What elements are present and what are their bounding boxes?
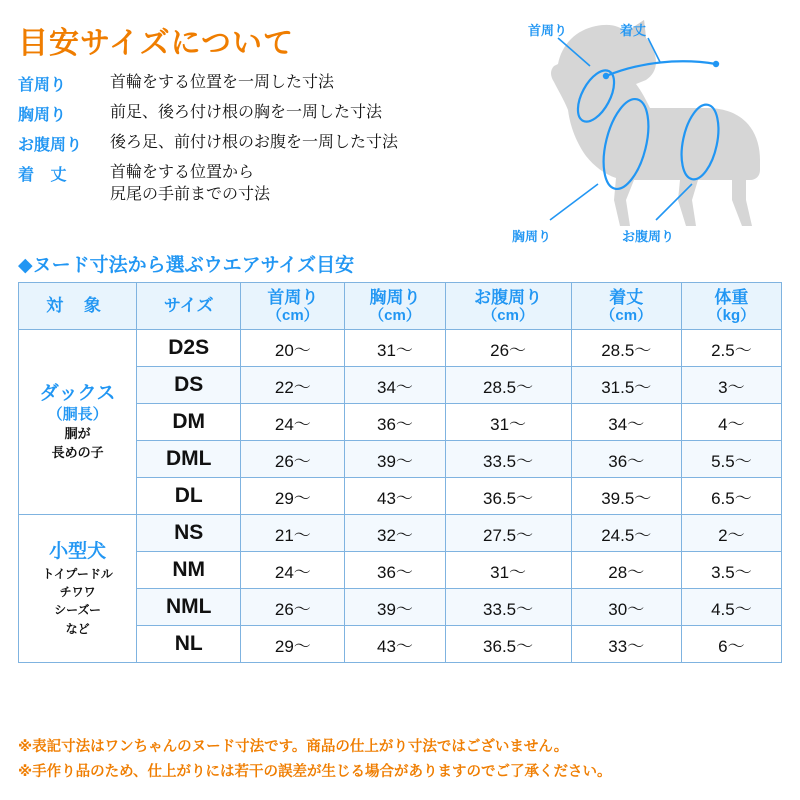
definition-desc-line1: 首輪をする位置から — [110, 164, 255, 181]
diagram-label-belly: お腹周り — [622, 229, 675, 244]
cell-belly: 26〜 — [445, 330, 571, 367]
cell-neck: 21〜 — [241, 515, 345, 552]
cell-belly: 27.5〜 — [445, 515, 571, 552]
table-row — [19, 515, 782, 552]
footnotes — [18, 735, 788, 784]
cell-length: 24.5〜 — [571, 515, 681, 552]
cell-neck: 20〜 — [241, 330, 345, 367]
group-note-line1: 胴が — [64, 426, 91, 442]
th-belly-unit: （cm） — [482, 307, 534, 325]
cell-chest: 43〜 — [345, 478, 445, 515]
group-sub: （胴長） — [47, 405, 108, 423]
cell-size: NML — [137, 589, 241, 626]
cell-belly: 31〜 — [445, 404, 571, 441]
cell-size: DM — [137, 404, 241, 441]
table-header-row — [19, 283, 782, 330]
group-note-line1: トイプードル — [42, 567, 113, 581]
cell-length: 36〜 — [571, 441, 681, 478]
group-note-line4: など — [65, 621, 90, 636]
cell-chest: 39〜 — [345, 441, 445, 478]
cell-size: D2S — [137, 330, 241, 367]
definition-desc-line2: 尻尾の手前までの寸法 — [110, 185, 271, 203]
cell-belly: 28.5〜 — [445, 367, 571, 404]
th-neck-label: 首周り — [267, 287, 319, 307]
cell-chest: 32〜 — [345, 515, 445, 552]
th-weight-label: 体重 — [714, 287, 749, 307]
cell-belly: 33.5〜 — [445, 441, 571, 478]
cell-weight: 4〜 — [681, 404, 781, 441]
cell-weight: 5.5〜 — [681, 441, 781, 478]
th-size — [137, 283, 241, 330]
cell-neck: 29〜 — [241, 626, 345, 663]
cell-weight: 6〜 — [681, 626, 781, 663]
th-object-label: 対 象 — [46, 296, 109, 316]
definition-term: お腹周り — [18, 137, 83, 154]
cell-size: NL — [137, 626, 241, 663]
definition-term: 首周り — [18, 77, 67, 94]
th-weight-unit: （kg） — [707, 307, 756, 325]
dog-diagram — [430, 4, 796, 254]
cell-neck: 29〜 — [241, 478, 345, 515]
cell-length: 39.5〜 — [571, 478, 681, 515]
group-note-line2: チワワ — [59, 585, 96, 600]
page-title: 目安サイズについて — [18, 27, 294, 60]
th-belly — [445, 283, 571, 330]
section-heading: ◆ヌード寸法から選ぶウエアサイズ目安 — [18, 255, 355, 276]
diagram-label-neck: 首周り — [528, 23, 568, 38]
th-belly-label: お腹周り — [474, 287, 543, 307]
cell-length: 30〜 — [571, 589, 681, 626]
th-chest-label: 胸周り — [369, 287, 421, 307]
cell-belly: 31〜 — [445, 552, 571, 589]
th-chest-unit: （cm） — [369, 307, 421, 325]
diagram-label-chest: 胸周り — [512, 229, 552, 244]
definition-row — [18, 132, 488, 155]
cell-length: 31.5〜 — [571, 367, 681, 404]
group-name: 小型犬 — [49, 541, 107, 563]
th-neck-unit: （cm） — [266, 307, 319, 325]
cell-neck: 22〜 — [241, 367, 345, 404]
cell-neck: 24〜 — [241, 404, 345, 441]
th-neck — [241, 283, 345, 330]
cell-neck: 26〜 — [241, 441, 345, 478]
diagram-label-length: 着丈 — [620, 23, 647, 38]
cell-length: 34〜 — [571, 404, 681, 441]
definition-row — [18, 102, 488, 125]
cell-length: 28〜 — [571, 552, 681, 589]
th-length-unit: （cm） — [600, 307, 653, 325]
group-note-line3: シーズー — [54, 603, 101, 618]
cell-size: DML — [137, 441, 241, 478]
definition-desc: 前足、後ろ付け根の胸を一周した寸法 — [110, 104, 383, 121]
cell-belly: 33.5〜 — [445, 589, 571, 626]
definition-row — [18, 72, 488, 95]
footnote-1: ※表記寸法はワンちゃんのヌード寸法です。商品の仕上がり寸法ではございません。 — [18, 739, 569, 755]
cell-neck: 24〜 — [241, 552, 345, 589]
cell-length: 28.5〜 — [571, 330, 681, 367]
definition-desc: 首輪をする位置を一周した寸法 — [110, 74, 335, 91]
th-weight — [681, 283, 781, 330]
cell-weight: 2.5〜 — [681, 330, 781, 367]
dog-illustration-svg — [430, 4, 796, 254]
definition-desc: 後ろ足、前付け根のお腹を一周した寸法 — [110, 134, 399, 151]
cell-belly: 36.5〜 — [445, 626, 571, 663]
definition-term: 着 丈 — [18, 167, 73, 184]
table-row — [19, 330, 782, 367]
group-name: ダックス — [39, 382, 116, 404]
cell-size: NM — [137, 552, 241, 589]
cell-neck: 26〜 — [241, 589, 345, 626]
th-chest — [345, 283, 445, 330]
group-cell-small-dog — [19, 515, 137, 663]
cell-size: DS — [137, 367, 241, 404]
cell-belly: 36.5〜 — [445, 478, 571, 515]
cell-chest: 36〜 — [345, 552, 445, 589]
th-length-label: 着丈 — [609, 287, 644, 307]
cell-chest: 31〜 — [345, 330, 445, 367]
cell-weight: 2〜 — [681, 515, 781, 552]
cell-chest: 39〜 — [345, 589, 445, 626]
th-object — [19, 283, 137, 330]
cell-length: 33〜 — [571, 626, 681, 663]
definition-row — [18, 162, 488, 205]
chest-leader-line — [550, 184, 598, 220]
size-table — [18, 282, 782, 663]
group-cell-dachshund — [19, 330, 137, 515]
th-length — [571, 283, 681, 330]
cell-chest: 34〜 — [345, 367, 445, 404]
cell-chest: 43〜 — [345, 626, 445, 663]
definition-desc — [110, 162, 270, 205]
cell-weight: 6.5〜 — [681, 478, 781, 515]
cell-weight: 4.5〜 — [681, 589, 781, 626]
definition-term: 胸周り — [18, 107, 67, 124]
th-size-label: サイズ — [163, 296, 214, 316]
cell-size: NS — [137, 515, 241, 552]
cell-chest: 36〜 — [345, 404, 445, 441]
cell-weight: 3.5〜 — [681, 552, 781, 589]
cell-size: DL — [137, 478, 241, 515]
cell-weight: 3〜 — [681, 367, 781, 404]
group-note-line2: 長めの子 — [51, 445, 104, 461]
definition-list — [18, 72, 488, 212]
footnote-2: ※手作り品のため、仕上がりには若干の誤差が生じる場合がありますのでご了承ください。 — [18, 763, 612, 780]
